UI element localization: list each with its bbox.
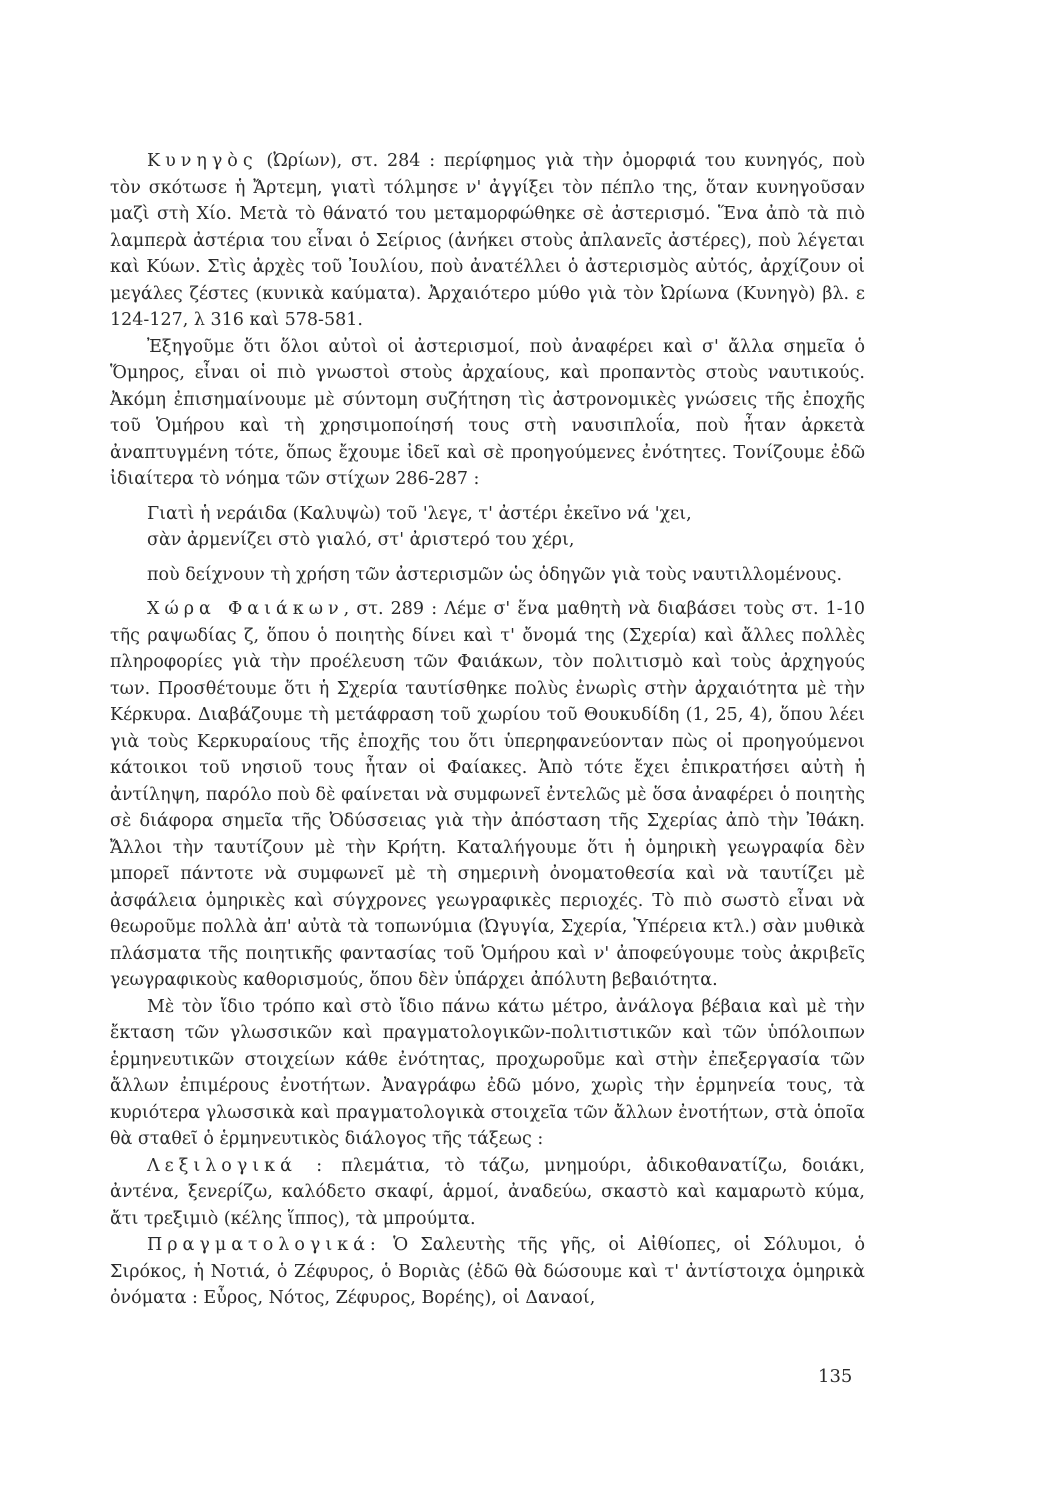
paragraph-text: ποὺ δείχνουν τὴ χρήση τῶν ἀστερισμῶν ὡς ὁδηγῶν γιὰ τοὺς ναυτιλλομένους.: [147, 564, 843, 585]
verse-quote: [110, 501, 865, 554]
page-number: 135: [818, 1366, 853, 1387]
term-lead: Πραγματολογικά:: [147, 1235, 381, 1255]
paragraph-kynigos: [110, 148, 865, 334]
paragraph-text: Μὲ τὸν ἴδιο τρόπο καὶ στὸ ἴδιο πάνω κάτω μέτρο, ἀνάλογα βέβαια καὶ μὲ τὴν ἔκταση τῶν γλωσσικῶν καὶ πραγματολογικῶν-πολιτιστικῶν καὶ τῶν ὑπόλοιπων ἑρμηνευτικῶν στοιχείων κάθε ἐνότητας, προχωροῦμε καὶ στὴν ἐπεξεργασία τῶν ἄλλων ἐπιμέρους ἐνοτήτων. Ἀναγράφω ἐδῶ μόνο, χωρὶς τὴν ἑρμηνεία τους, τὰ κυριότερα γλωσσικὰ καὶ πραγματολογικὰ στοιχεῖα τῶν ἄλλων ἐνοτήτων, στὰ ὁποῖα θὰ σταθεῖ ὁ ἑρμηνευτικὸς διάλογος τῆς τάξεως :: [110, 996, 865, 1149]
paragraph-text: (Ὠρίων), στ. 284 : περίφημος γιὰ τὴν ὀμορφιά του κυνηγός, ποὺ τὸν σκότωσε ἡ Ἄρτεμη, γιατὶ τόλμησε ν' ἀγγίξει τὸν πέπλο της, ὅταν κυνηγοῦσαν μαζὶ στὴ Χίο. Μετὰ τὸ θάνατό του μεταμορφώθηκε σὲ ἀστερισμό. Ἕνα ἀπὸ τὰ πιὸ λαμπερὰ ἀστέρια του εἶναι ὁ Σείριος (ἀνήκει στοὺς ἀπλανεῖς ἀστέρες), ποὺ λέγεται καὶ Κύων. Στὶς ἀρχὲς τοῦ Ἰουλίου, ποὺ ἀνατέλλει ὁ ἀστερισμὸς αὐτός, ἀρχίζουν οἱ μεγάλες ζέστες (κυνικὰ καύματα). Ἀρχαιότερο μύθο γιὰ τὸν Ὠρίωνα (Κυνηγὸ) βλ. ε 124-127, λ 316 καὶ 578-581.: [110, 151, 865, 330]
term-lead: Κυνηγὸς: [147, 151, 258, 171]
paragraph-chora-faiakon: [110, 596, 865, 994]
body-text: [110, 148, 865, 1312]
verse-line: Γιατὶ ἡ νεράιδα (Καλυψὼ) τοῦ 'λεγε, τ' ἀστέρι ἐκεῖνο νά 'χει,: [147, 503, 692, 524]
term-lead: Λεξιλογικά :: [147, 1155, 328, 1176]
term-lead: Χώρα Φαιάκων: [147, 599, 344, 619]
paragraph-pragmatologika: [110, 1232, 865, 1312]
paragraph-text: Ὁ Σαλευτὴς τῆς γῆς, οἱ Αἰθίοπες, οἱ Σόλυμοι, ὁ Σιρόκος, ἡ Νοτιά, ὁ Ζέφυρος, ὁ Βοριὰς (ἐδῶ θὰ δώσουμε καὶ τ' ἀντίστοιχα ὁμηρικὰ ὀνόματα : Εὖρος, Νότος, Ζέφυρος, Βορέης), οἱ Δαναοί,: [110, 1235, 865, 1308]
paragraph-method: [110, 994, 865, 1153]
paragraph-after-verse: [110, 562, 865, 589]
paragraph-asterismoi: [110, 334, 865, 493]
verse-line: σὰν ἀρμενίζει στὸ γιαλό, στ' ἀριστερό του χέρι,: [147, 530, 575, 550]
paragraph-lexilogika: [110, 1153, 865, 1233]
paragraph-text: , στ. 289 : Λέμε σ' ἕνα μαθητὴ νὰ διαβάσει τοὺς στ. 1-10 τῆς ραψωδίας ζ, ὅπου ὁ ποιητὴς δίνει καὶ τ' ὄνομά της (Σχερία) καὶ ἄλλες πολλὲς πληροφορίες γιὰ τὴν προέλευση τῶν Φαιάκων, τὸν πολιτισμὸ καὶ τοὺς ἀρχηγούς των. Προσθέτουμε ὅτι ἡ Σχερία ταυτίσθηκε πολὺς ἐνωρὶς στὴν ἀρχαιότητα μὲ τὴν Κέρκυρα. Διαβάζουμε τὴ μετάφραση τοῦ χωρίου τοῦ Θουκυδίδη (1, 25, 4), ὅπου λέει γιὰ τοὺς Κερκυραίους τῆς ἐποχῆς του ὅτι ὑπερηφανεύονταν πὼς οἱ προηγούμενοι κάτοικοι τοῦ νησιοῦ τους ἦταν οἱ Φαίακες. Ἀπὸ τότε ἔχει ἐπικρατήσει αὐτὴ ἡ ἀντίληψη, παρόλο ποὺ δὲ φαίνεται νὰ συμφωνεῖ ἐντελῶς μὲ ὅσα ἀναφέρει ὁ ποιητὴς σὲ διάφορα σημεῖα τῆς Ὀδύσσειας γιὰ τὴν ἀπόσταση τῆς Σχερίας ἀπὸ τὴν Ἰθάκη. Ἄλλοι τὴν ταυτίζουν μὲ τὴν Κρήτη. Καταλήγουμε ὅτι ἡ ὁμηρικὴ γεωγραφία δὲν μπορεῖ πάντοτε νὰ συμφωνεῖ μὲ τὴ σημερινὴ ὀνοματοθεσία καὶ νὰ ταυτίζει μὲ ἀσφάλεια ὁμηρικὲς καὶ σύγχρονες γεωγραφικὲς περιοχές. Τὸ πιὸ σωστὸ εἶναι νὰ θεωροῦμε πολλὰ ἀπ' αὐτὰ τὰ τοπωνύμια (Ὠγυγία, Σχερία, Ὑπέρεια κτλ.) σὰν μυθικὰ πλάσματα τῆς ποιητικῆς φαντασίας τοῦ Ὁμήρου καὶ ν' ἀποφεύγουμε τοὺς ἀκριβεῖς γεωγραφικοὺς καθορισμούς, ὅπου δὲν ὑπάρχει ἀπόλυτη βεβαιότητα.: [110, 599, 865, 990]
paragraph-text: Ἐξηγοῦμε ὅτι ὅλοι αὐτοὶ οἱ ἀστερισμοί, ποὺ ἀναφέρει καὶ σ' ἄλλα σημεῖα ὁ Ὅμηρος, εἶναι οἱ πιὸ γνωστοὶ στοὺς ἀρχαίους, καὶ προπαντὸς στοὺς ναυτικούς. Ἀκόμη ἐπισημαίνουμε μὲ σύντομη συζήτηση τὶς ἀστρονομικὲς γνώσεις τῆς ἐποχῆς τοῦ Ὁμήρου καὶ τὴ χρησιμοποίησή τους στὴ ναυσιπλοΐα, ποὺ ἦταν ἀρκετὰ ἀναπτυγμένη τότε, ὅπως ἔχουμε ἰδεῖ καὶ σὲ προηγούμενες ἐνότητες. Τονίζουμε ἐδῶ ἰδιαίτερα τὸ νόημα τῶν στίχων 286-287 :: [110, 336, 865, 489]
paragraph-text: πλεμάτια, τὸ τάζω, μνημούρι, ἀδικοθανατίζω, δοιάκι, ἀντένα, ξενερίζω, καλόδετο σκαφί, ἁρμοί, ἀναδεύω, σκαστὸ καὶ καμαρωτὸ κύμα, ἄτι τρεξιμιὸ (κέλης ἵππος), τὰ μπρούμτα.: [110, 1155, 865, 1229]
